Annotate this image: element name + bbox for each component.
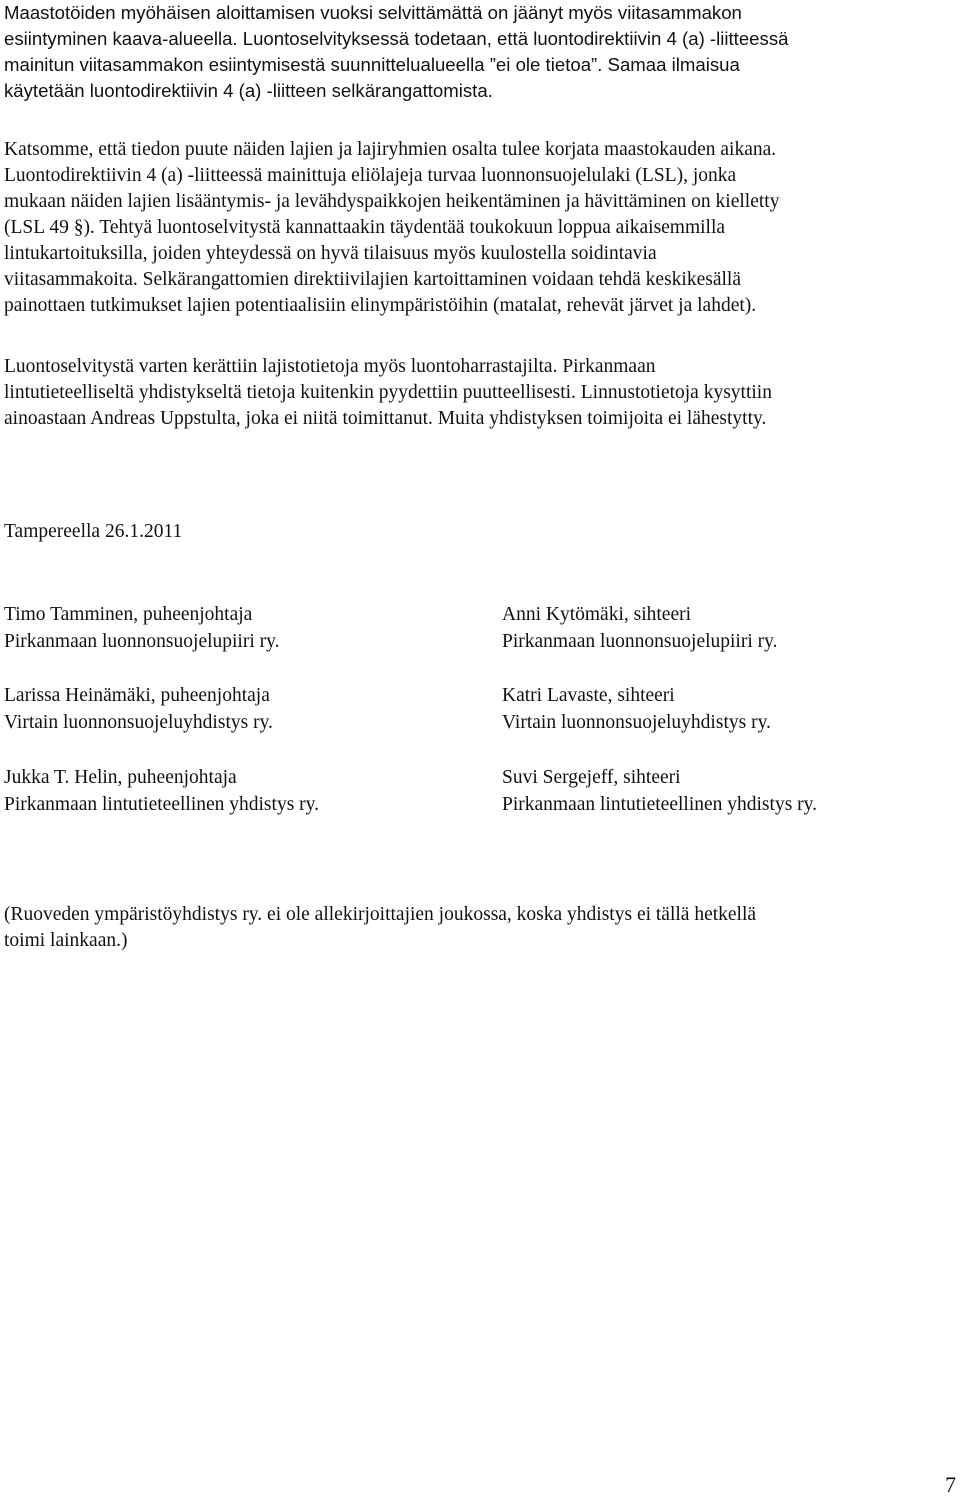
signatory-name: Anni Kytömäki, sihteeri	[502, 604, 692, 625]
paragraph-line: viitasammakoita. Selkärangattomien direktiivilajien kartoittaminen voidaan tehdä keskikesällä	[4, 269, 741, 290]
note-ruovesi	[4, 902, 954, 954]
paragraph-lajistotiedot	[4, 354, 954, 432]
place-date: Tampereella 26.1.2011	[4, 521, 183, 542]
paragraph-tiedon-puute	[4, 137, 954, 319]
document-page	[2, 0, 952, 1505]
signature-block-left-1	[4, 601, 280, 655]
paragraph-line: (LSL 49 §). Tehtyä luontoselvitystä kannattaakin täydentää toukokuun loppua aikaisemmilla	[4, 217, 726, 238]
signature-block-left-2	[4, 682, 273, 736]
paragraph-line: lintutieteelliseltä yhdistykseltä tietoja kuitenkin pyydettiin puutteellisesti. Linnustotietoja kysyttiin	[4, 382, 772, 403]
signatory-organization: Virtain luonnonsuojeluyhdistys ry.	[4, 712, 273, 733]
paragraph-line: ainoastaan Andreas Uppstulta, joka ei niitä toimittanut. Muita yhdistyksen toimijoita ei lähestytty.	[4, 408, 767, 429]
paragraph-line: käytetään luontodirektiivin 4 (a) -liitteen selkärangattomista.	[4, 80, 493, 101]
signatory-organization: Pirkanmaan lintutieteellinen yhdistys ry.	[4, 794, 320, 815]
note-line: (Ruoveden ympäristöyhdistys ry. ei ole allekirjoittajien joukossa, koska yhdistys ei tällä hetkellä	[4, 904, 757, 925]
paragraph-line: mainitun viitasammakon esiintymisestä suunnittelualueella ”ei ole tietoa”. Samaa ilmaisua	[4, 54, 740, 75]
signatory-name: Katri Lavaste, sihteeri	[502, 685, 675, 706]
signature-block-right-1	[502, 601, 778, 655]
signatory-organization: Pirkanmaan lintutieteellinen yhdistys ry.	[502, 794, 818, 815]
paragraph-line: painottaen tutkimukset lajien potentiaalisiin elinympäristöihin (matalat, rehevät järvet ja lahdet).	[4, 295, 757, 316]
paragraph-line: Luontoselvitystä varten kerättiin lajistotietoja myös luontoharrastajilta. Pirkanmaan	[4, 356, 656, 377]
paragraph-line: Katsomme, että tiedon puute näiden lajien ja lajiryhmien osalta tulee korjata maastokauden aikana.	[4, 139, 777, 160]
signatory-name: Timo Tamminen, puheenjohtaja	[4, 604, 253, 625]
signatory-organization: Pirkanmaan luonnonsuojelupiiri ry.	[4, 631, 280, 652]
page-number: 7	[945, 1472, 956, 1497]
signature-block-right-3	[502, 764, 817, 818]
paragraph-line: lintukartoituksilla, joiden yhteydessä on hyvä tilaisuus myös kuulostella soidintavia	[4, 243, 657, 264]
signatory-name: Jukka T. Helin, puheenjohtaja	[4, 767, 237, 788]
paragraph-line: Luontodirektiivin 4 (a) -liitteessä mainittuja eliölajeja turvaa luonnonsuojelulaki (LSL), jonka	[4, 165, 737, 186]
signature-block-right-2	[502, 682, 771, 736]
paragraph-line: esiintyminen kaava-alueella. Luontoselvityksessä todetaan, että luontodirektiivin 4 (a) -liitteessä	[4, 28, 789, 49]
signatory-organization: Virtain luonnonsuojeluyhdistys ry.	[502, 712, 771, 733]
signatory-name: Suvi Sergejeff, sihteeri	[502, 767, 681, 788]
signature-block-left-3	[4, 764, 319, 818]
signatory-organization: Pirkanmaan luonnonsuojelupiiri ry.	[502, 631, 778, 652]
note-line: toimi lainkaan.)	[4, 930, 128, 951]
paragraph-line: Maastotöiden myöhäisen aloittamisen vuoksi selvittämättä on jäänyt myös viitasammakon	[4, 2, 742, 23]
paragraph-line: mukaan näiden lajien lisääntymis- ja levähdyspaikkojen heikentäminen ja hävittäminen on kielletty	[4, 191, 780, 212]
signatory-name: Larissa Heinämäki, puheenjohtaja	[4, 685, 270, 706]
paragraph-viitasammakko	[4, 0, 954, 104]
